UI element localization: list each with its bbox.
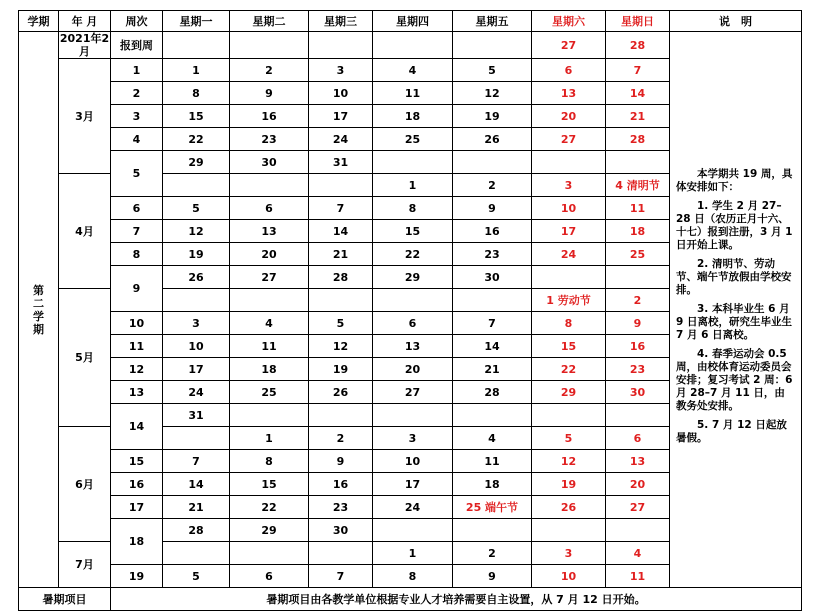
day-cell: 20 <box>532 105 606 128</box>
term-label-char: 学 <box>33 309 44 323</box>
day-cell <box>163 32 230 59</box>
day-cell <box>373 289 453 312</box>
week-number: 13 <box>111 381 163 404</box>
note-paragraph: 4. 春季运动会 0.5 周，由校体育运动委员会安排；复习考试 2 周：6 月 28–7 月 11 日，由教务处安排。 <box>676 348 793 412</box>
day-cell: 12 <box>309 335 373 358</box>
day-cell <box>373 32 453 59</box>
notes-cell <box>670 32 802 588</box>
day-cell: 18 <box>373 105 453 128</box>
week-number: 2 <box>111 82 163 105</box>
day-cell: 12 <box>163 220 230 243</box>
note-paragraph: 2. 清明节、劳动节、端午节放假由学校安排。 <box>676 258 792 296</box>
day-cell <box>309 542 373 565</box>
day-cell: 26 <box>163 266 230 289</box>
day-cell: 1 <box>373 542 453 565</box>
day-cell <box>532 266 606 289</box>
day-cell: 2 <box>606 289 670 312</box>
day-cell: 25 <box>606 243 670 266</box>
day-cell: 27 <box>230 266 309 289</box>
week-number: 6 <box>111 197 163 220</box>
day-cell: 17 <box>163 358 230 381</box>
day-cell: 2 <box>453 174 532 197</box>
header-saturday: 星期六 <box>532 11 606 32</box>
day-cell: 3 <box>163 312 230 335</box>
week-number: 10 <box>111 312 163 335</box>
day-cell: 19 <box>453 105 532 128</box>
day-cell: 23 <box>309 496 373 519</box>
day-cell: 19 <box>309 358 373 381</box>
day-cell: 28 <box>606 32 670 59</box>
day-cell <box>309 289 373 312</box>
day-cell: 27 <box>532 32 606 59</box>
day-cell: 24 <box>532 243 606 266</box>
day-cell: 6 <box>532 59 606 82</box>
day-cell <box>453 151 532 174</box>
day-cell: 25 <box>373 128 453 151</box>
week-number: 1 <box>111 59 163 82</box>
week-number: 11 <box>111 335 163 358</box>
day-cell <box>453 32 532 59</box>
day-cell <box>453 404 532 427</box>
day-cell: 7 <box>163 450 230 473</box>
day-cell: 24 <box>163 381 230 404</box>
day-cell: 30 <box>453 266 532 289</box>
header-thursday: 星期四 <box>373 11 453 32</box>
day-cell: 6 <box>230 565 309 588</box>
day-cell: 14 <box>309 220 373 243</box>
header-sunday: 星期日 <box>606 11 670 32</box>
day-cell: 1 <box>230 427 309 450</box>
day-cell: 30 <box>309 519 373 542</box>
month-cell: 2021年2月 <box>59 32 110 58</box>
day-cell: 20 <box>606 473 670 496</box>
day-cell <box>453 519 532 542</box>
holiday-cell: 1 劳动节 <box>532 289 606 312</box>
day-cell: 7 <box>606 59 670 82</box>
day-cell: 28 <box>163 519 230 542</box>
day-cell <box>309 174 373 197</box>
day-cell: 8 <box>230 450 309 473</box>
week-row <box>19 32 802 59</box>
day-cell: 18 <box>230 358 309 381</box>
day-cell: 28 <box>453 381 532 404</box>
day-cell: 11 <box>606 565 670 588</box>
day-cell: 25 <box>230 381 309 404</box>
term-label-char: 第 <box>33 283 44 297</box>
day-cell: 23 <box>230 128 309 151</box>
day-cell: 10 <box>373 450 453 473</box>
day-cell: 9 <box>606 312 670 335</box>
week-number: 17 <box>111 496 163 519</box>
day-cell: 22 <box>532 358 606 381</box>
day-cell: 30 <box>230 151 309 174</box>
day-cell: 31 <box>309 151 373 174</box>
day-cell: 17 <box>309 105 373 128</box>
header-friday: 星期五 <box>453 11 532 32</box>
month-cell: 6月 <box>59 427 111 542</box>
day-cell: 26 <box>309 381 373 404</box>
day-cell: 15 <box>163 105 230 128</box>
day-cell <box>373 151 453 174</box>
week-number: 8 <box>111 243 163 266</box>
day-cell: 7 <box>309 197 373 220</box>
day-cell <box>163 289 230 312</box>
day-cell: 29 <box>532 381 606 404</box>
day-cell <box>163 542 230 565</box>
day-cell <box>309 32 373 59</box>
day-cell: 4 <box>453 427 532 450</box>
day-cell: 10 <box>163 335 230 358</box>
day-cell: 3 <box>309 59 373 82</box>
day-cell: 5 <box>453 59 532 82</box>
header-notes: 说 明 <box>670 11 802 32</box>
day-cell <box>606 404 670 427</box>
holiday-cell: 4 清明节 <box>606 174 670 197</box>
header-term: 学期 <box>19 11 59 32</box>
day-cell: 28 <box>309 266 373 289</box>
day-cell: 17 <box>532 220 606 243</box>
day-cell: 2 <box>309 427 373 450</box>
day-cell: 29 <box>163 151 230 174</box>
summer-label: 暑期项目 <box>19 588 111 611</box>
term-label-char: 期 <box>33 322 44 336</box>
day-cell: 21 <box>309 243 373 266</box>
month-cell: 3月 <box>59 59 111 174</box>
day-cell <box>532 151 606 174</box>
day-cell: 16 <box>606 335 670 358</box>
day-cell <box>230 404 309 427</box>
header-tuesday: 星期二 <box>230 11 309 32</box>
month-cell: 7月 <box>59 542 111 588</box>
term-label <box>19 32 59 588</box>
summer-row <box>19 588 802 611</box>
day-cell: 13 <box>606 450 670 473</box>
day-cell: 5 <box>309 312 373 335</box>
week-number: 7 <box>111 220 163 243</box>
day-cell: 31 <box>163 404 230 427</box>
day-cell: 11 <box>373 82 453 105</box>
day-cell: 7 <box>309 565 373 588</box>
week-number: 3 <box>111 105 163 128</box>
week-number: 4 <box>111 128 163 151</box>
day-cell: 21 <box>163 496 230 519</box>
day-cell: 14 <box>606 82 670 105</box>
header-monday: 星期一 <box>163 11 230 32</box>
day-cell: 20 <box>230 243 309 266</box>
note-paragraph: 5. 7 月 12 日起放暑假。 <box>676 419 787 444</box>
day-cell: 17 <box>373 473 453 496</box>
header-month: 年 月 <box>59 11 111 32</box>
note-paragraph: 3. 本科毕业生 6 月 9 日离校，研究生毕业生 7 月 6 日离校。 <box>676 303 792 341</box>
day-cell: 24 <box>373 496 453 519</box>
day-cell: 5 <box>163 565 230 588</box>
day-cell: 14 <box>453 335 532 358</box>
day-cell <box>230 174 309 197</box>
day-cell: 8 <box>373 197 453 220</box>
day-cell: 6 <box>230 197 309 220</box>
day-cell: 14 <box>163 473 230 496</box>
week-number: 18 <box>111 519 163 565</box>
academic-calendar-table <box>18 10 802 611</box>
day-cell: 22 <box>163 128 230 151</box>
day-cell: 11 <box>606 197 670 220</box>
week-number: 19 <box>111 565 163 588</box>
day-cell: 13 <box>230 220 309 243</box>
day-cell: 6 <box>373 312 453 335</box>
day-cell: 11 <box>230 335 309 358</box>
day-cell: 5 <box>532 427 606 450</box>
day-cell: 21 <box>606 105 670 128</box>
day-cell <box>373 519 453 542</box>
day-cell: 23 <box>453 243 532 266</box>
day-cell: 5 <box>163 197 230 220</box>
week-number: 14 <box>111 404 163 450</box>
day-cell <box>373 404 453 427</box>
summer-text: 暑期项目由各教学单位根据专业人才培养需要自主设置，从 7 月 12 日开始。 <box>111 588 802 611</box>
day-cell: 8 <box>532 312 606 335</box>
header-week: 周次 <box>111 11 163 32</box>
day-cell <box>230 289 309 312</box>
holiday-cell: 25 端午节 <box>453 496 532 519</box>
day-cell: 12 <box>453 82 532 105</box>
day-cell: 13 <box>532 82 606 105</box>
day-cell <box>163 427 230 450</box>
day-cell: 26 <box>453 128 532 151</box>
day-cell: 26 <box>532 496 606 519</box>
day-cell: 11 <box>453 450 532 473</box>
day-cell <box>230 32 309 59</box>
day-cell: 21 <box>453 358 532 381</box>
day-cell: 1 <box>163 59 230 82</box>
day-cell: 8 <box>373 565 453 588</box>
day-cell: 3 <box>532 542 606 565</box>
day-cell: 23 <box>606 358 670 381</box>
day-cell: 10 <box>309 82 373 105</box>
day-cell: 9 <box>230 82 309 105</box>
day-cell: 9 <box>309 450 373 473</box>
header-wednesday: 星期三 <box>309 11 373 32</box>
day-cell: 30 <box>606 381 670 404</box>
day-cell <box>532 404 606 427</box>
week-number: 报到周 <box>111 32 163 59</box>
day-cell <box>606 151 670 174</box>
day-cell: 22 <box>230 496 309 519</box>
month-cell: 4月 <box>59 174 111 289</box>
day-cell: 16 <box>309 473 373 496</box>
day-cell: 27 <box>606 496 670 519</box>
day-cell: 4 <box>230 312 309 335</box>
day-cell: 4 <box>606 542 670 565</box>
day-cell: 9 <box>453 197 532 220</box>
note-paragraph: 本学期共 19 周，具体安排如下： <box>676 168 793 193</box>
day-cell: 10 <box>532 197 606 220</box>
day-cell: 18 <box>606 220 670 243</box>
day-cell: 10 <box>532 565 606 588</box>
week-number: 16 <box>111 473 163 496</box>
day-cell: 15 <box>230 473 309 496</box>
week-number: 9 <box>111 266 163 312</box>
day-cell: 8 <box>163 82 230 105</box>
note-paragraph: 1. 学生 2 月 27–28 日（农历正月十六、十七）报到注册，3 月 1 日开始上课。 <box>676 200 793 251</box>
week-number: 12 <box>111 358 163 381</box>
week-number: 15 <box>111 450 163 473</box>
day-cell: 7 <box>453 312 532 335</box>
day-cell: 20 <box>373 358 453 381</box>
day-cell: 4 <box>373 59 453 82</box>
day-cell: 24 <box>309 128 373 151</box>
day-cell: 3 <box>532 174 606 197</box>
day-cell <box>230 542 309 565</box>
day-cell: 28 <box>606 128 670 151</box>
day-cell <box>606 519 670 542</box>
day-cell: 19 <box>532 473 606 496</box>
day-cell: 6 <box>606 427 670 450</box>
day-cell <box>309 404 373 427</box>
week-number: 5 <box>111 151 163 197</box>
day-cell: 2 <box>453 542 532 565</box>
day-cell: 16 <box>453 220 532 243</box>
day-cell: 22 <box>373 243 453 266</box>
day-cell: 15 <box>532 335 606 358</box>
day-cell: 27 <box>373 381 453 404</box>
day-cell: 2 <box>230 59 309 82</box>
term-label-char: 二 <box>33 296 44 310</box>
day-cell: 13 <box>373 335 453 358</box>
day-cell: 19 <box>163 243 230 266</box>
header-row <box>19 11 802 32</box>
day-cell <box>453 289 532 312</box>
day-cell: 27 <box>532 128 606 151</box>
day-cell <box>606 266 670 289</box>
day-cell: 15 <box>373 220 453 243</box>
day-cell <box>532 519 606 542</box>
day-cell: 12 <box>532 450 606 473</box>
day-cell: 3 <box>373 427 453 450</box>
month-cell: 5月 <box>59 289 111 427</box>
day-cell: 1 <box>373 174 453 197</box>
day-cell: 9 <box>453 565 532 588</box>
day-cell <box>163 174 230 197</box>
day-cell: 18 <box>453 473 532 496</box>
day-cell: 29 <box>373 266 453 289</box>
day-cell: 29 <box>230 519 309 542</box>
day-cell: 16 <box>230 105 309 128</box>
